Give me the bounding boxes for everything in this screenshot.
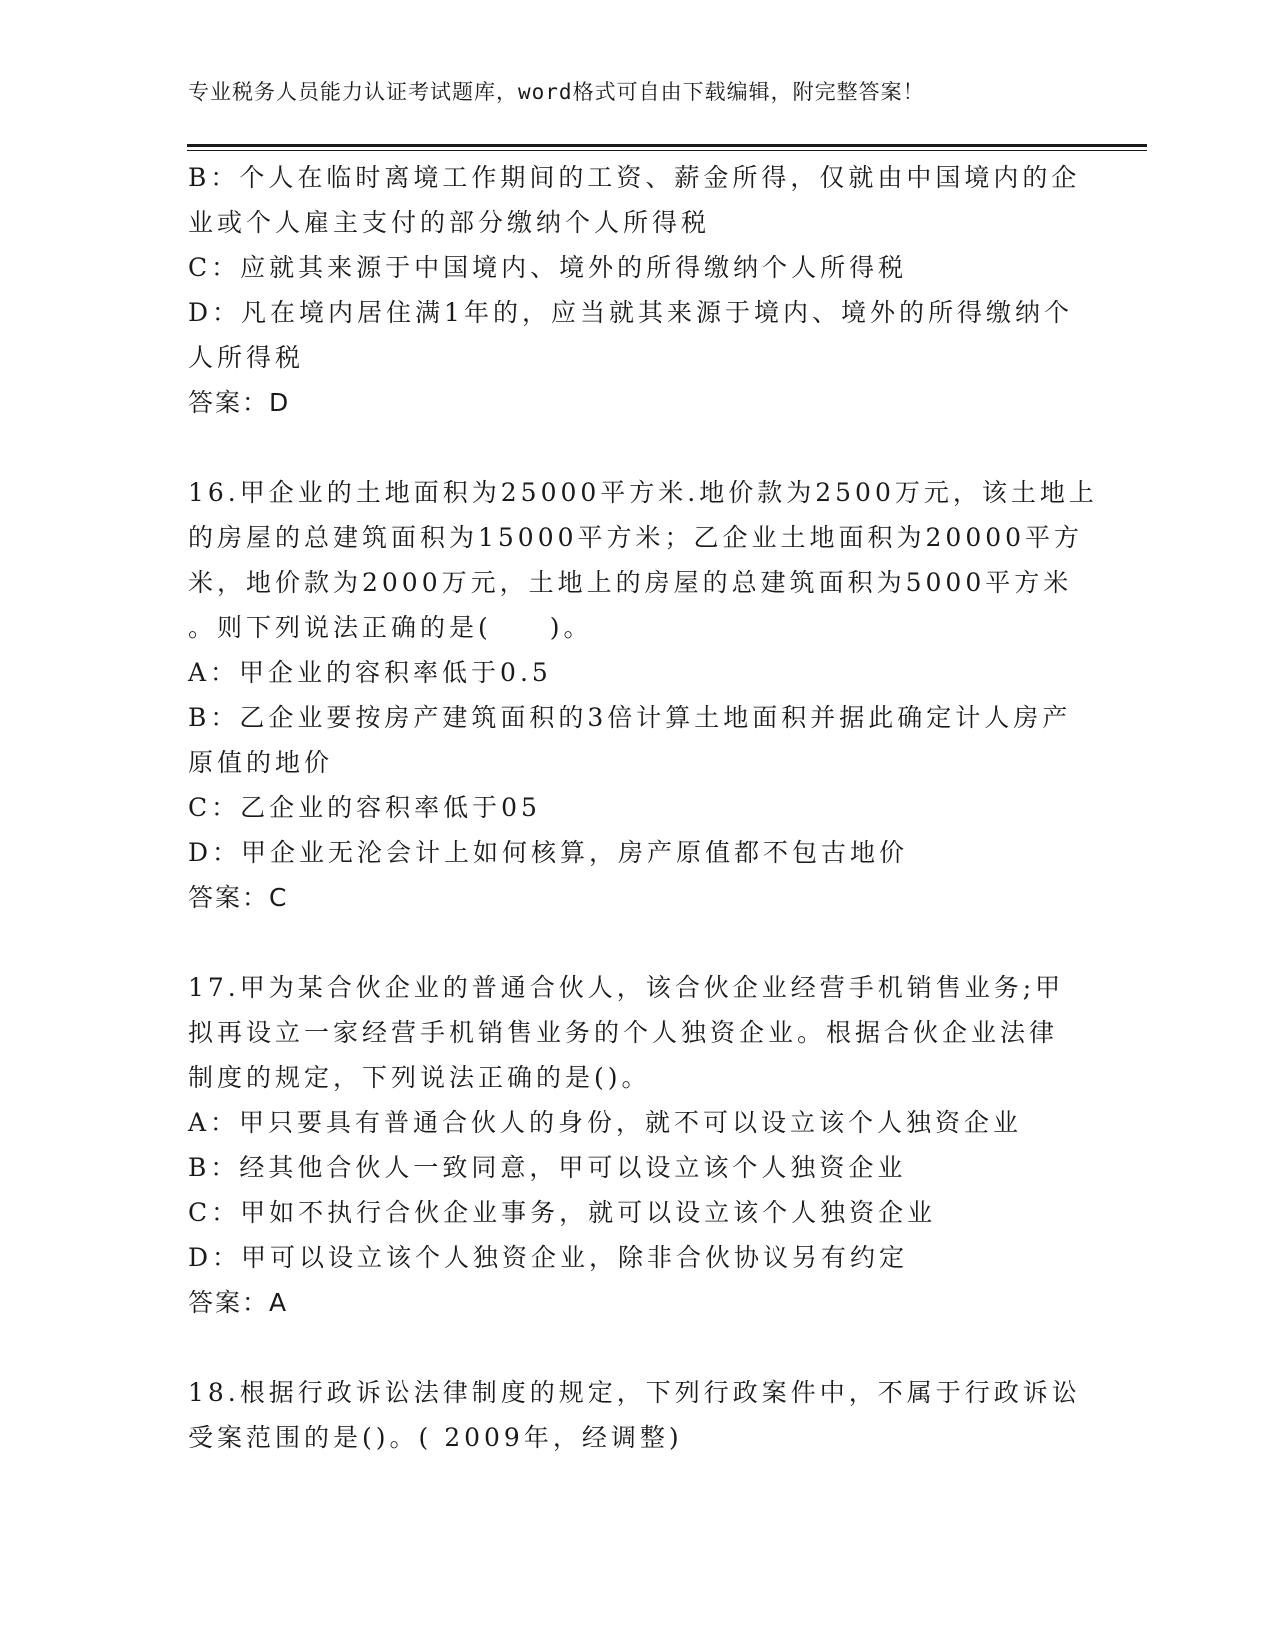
text-line: 的房屋的总建筑面积为15000平方米；乙企业土地面积为20000平方	[188, 523, 1084, 552]
option-d: D：甲企业无沦会计上如何核算，房产原值都不包古地价	[188, 838, 909, 867]
question-block	[188, 1370, 1088, 1460]
text-line: C：应就其来源于中国境内、境外的所得缴纳个人所得税	[188, 253, 908, 282]
option-a: A：甲只要具有普通合伙人的身份，就不可以设立该个人独资企业	[188, 1108, 1023, 1137]
text-line: 人所得税	[188, 343, 305, 372]
answer-line: 答案：A	[188, 1288, 289, 1317]
document-body	[188, 155, 1098, 1460]
text-line: 。则下列说法正确的是( )。	[188, 613, 593, 642]
option-d: D：甲可以设立该个人独资企业，除非合伙协议另有约定	[188, 1243, 909, 1272]
option-c: C：甲如不执行合伙企业事务，就可以设立该个人独资企业	[188, 1198, 937, 1227]
page-header: 专业税务人员能力认证考试题库，word格式可自由下载编辑，附完整答案！	[188, 80, 925, 104]
header-divider-thin	[187, 150, 1147, 151]
text-line: 米，地价款为2000万元，土地上的房屋的总建筑面积为5000平方米	[188, 568, 1073, 597]
option-a: A：甲企业的容积率低于0.5	[188, 658, 552, 687]
option-b: B：经其他合伙人一致同意，甲可以设立该个人独资企业	[188, 1153, 907, 1182]
header-divider	[187, 144, 1147, 147]
spacer	[188, 920, 1088, 965]
question-stem: 17.甲为某合伙企业的普通合伙人，该合伙企业经营手机销售业务;甲	[188, 973, 1065, 1002]
text-line: 原值的地价	[188, 748, 334, 777]
spacer	[188, 1325, 1088, 1370]
answer-line: 答案：D	[188, 388, 291, 417]
option-b: B：乙企业要按房产建筑面积的3倍计算土地面积并据此确定计人房产	[188, 703, 1072, 732]
spacer	[188, 425, 1088, 470]
question-block	[188, 470, 1098, 920]
question-block	[188, 155, 1088, 425]
text-line: 业或个人雇主支付的部分缴纳个人所得税	[188, 208, 711, 237]
text-line: 拟再设立一家经营手机销售业务的个人独资企业。根据合伙企业法律	[188, 1018, 1059, 1047]
question-block	[188, 965, 1088, 1325]
question-stem: 18.根据行政诉讼法律制度的规定，下列行政案件中，不属于行政诉讼	[188, 1378, 1081, 1407]
answer-line: 答案：C	[188, 883, 289, 912]
text-line: 受案范围的是()。( 2009年，经调整)	[188, 1423, 683, 1452]
question-stem: 16.甲企业的土地面积为25000平方米.地价款为2500万元，该土地上	[188, 478, 1098, 507]
option-c: C：乙企业的容积率低于05	[188, 793, 541, 822]
text-line: 制度的规定，下列说法正确的是()。	[188, 1063, 651, 1092]
text-line: D：凡在境内居住满1年的，应当就其来源于境内、境外的所得缴纳个	[188, 298, 1073, 327]
text-line: B：个人在临时离境工作期间的工资、薪金所得，仅就由中国境内的企	[188, 163, 1081, 192]
